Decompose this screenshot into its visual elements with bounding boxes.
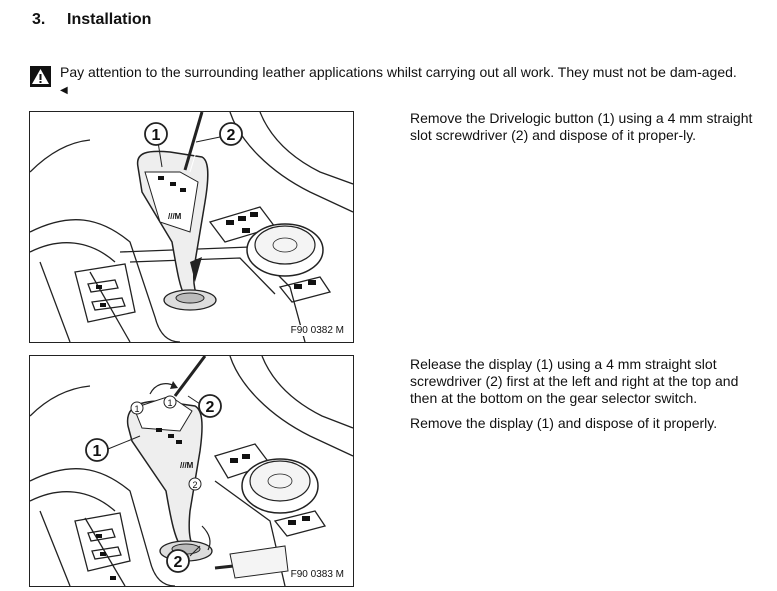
- figure-drivelogic-button: [29, 111, 354, 343]
- callout-2-bottom: [167, 550, 189, 572]
- marker-2-bottom: [189, 478, 201, 490]
- figure-code: F90 0382 M: [290, 325, 344, 336]
- svg-text:2: 2: [205, 399, 215, 416]
- step-paragraph: Release the display (1) using a 4 mm straight slot screwdriver (2) first at the left and right at the top and then at the bottom on the gear selector switch.: [410, 356, 739, 406]
- svg-text:2: 2: [173, 554, 183, 571]
- callout-1: [86, 439, 108, 461]
- warning-note: [30, 64, 740, 99]
- end-marker-icon: ◀: [60, 85, 68, 96]
- callout-2-top: [199, 395, 221, 417]
- callout-2: [220, 123, 242, 145]
- svg-text:1: 1: [167, 398, 173, 408]
- marker-1-right: [164, 396, 176, 408]
- warning-triangle-icon: [30, 66, 51, 87]
- callout-1: [145, 123, 167, 145]
- section-number: 3.: [32, 11, 46, 28]
- svg-text:///M: ///M: [180, 461, 194, 470]
- figure-display-release: [29, 355, 354, 587]
- svg-text:2: 2: [192, 480, 198, 490]
- figure-code: F90 0383 M: [290, 569, 344, 580]
- svg-text:///M: ///M: [168, 212, 182, 221]
- callout-layer-2: [30, 356, 353, 586]
- step-instructions-2: [410, 356, 755, 440]
- svg-text:1: 1: [92, 443, 102, 460]
- step-instructions-1: [410, 110, 755, 152]
- callout-layer: [30, 112, 353, 342]
- marker-1-left: [131, 402, 143, 414]
- svg-text:1: 1: [134, 404, 140, 414]
- svg-text:2: 2: [226, 127, 236, 144]
- step-paragraph: Remove the Drivelogic button (1) using a 4 mm straight slot screwdriver (2) and dispose of it proper-ly.: [410, 110, 753, 143]
- svg-text:1: 1: [151, 127, 161, 144]
- section-title: Installation: [67, 11, 152, 28]
- warning-text: Pay attention to the surrounding leather applications whilst carrying out all work. They must not be dam-aged.: [60, 64, 737, 80]
- step-paragraph: Remove the display (1) and dispose of it properly.: [410, 415, 718, 431]
